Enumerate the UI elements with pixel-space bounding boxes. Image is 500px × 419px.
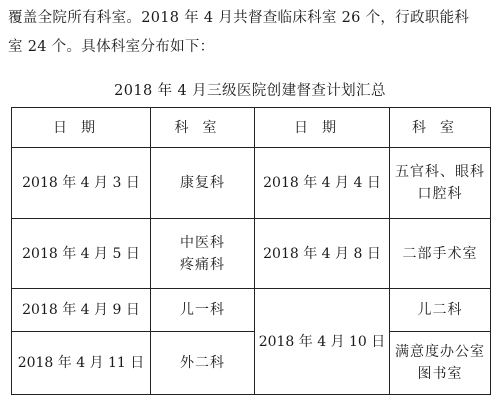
intro-paragraph xyxy=(8,4,496,62)
header-date-2: 日期 xyxy=(255,108,390,148)
date-cell-merged: 2018 年 4 月 10 日 xyxy=(255,289,390,395)
inspection-plan-table xyxy=(11,107,491,395)
table-row xyxy=(12,332,491,395)
intro-line-2: 室 24 个。具体科室分布如下： xyxy=(8,39,215,55)
department-line: 儿一科 xyxy=(180,302,225,318)
department-line: 图书室 xyxy=(417,366,463,382)
department-cell xyxy=(151,148,255,219)
date-cell: 2018 年 4 月 5 日 xyxy=(12,219,151,289)
header-date-1: 日期 xyxy=(12,108,151,148)
department-line: 五官科、眼科 xyxy=(395,164,485,180)
department-line: 满意度办公室 xyxy=(395,344,485,360)
department-line: 外二科 xyxy=(180,355,225,371)
department-cell xyxy=(390,332,491,395)
department-cell xyxy=(151,289,255,332)
date-cell: 2018 年 4 月 8 日 xyxy=(255,219,390,289)
table-row xyxy=(12,219,491,289)
department-cell xyxy=(390,148,491,219)
department-line: 二部手术室 xyxy=(402,245,478,262)
table-header-row xyxy=(12,108,491,148)
table-title: 2018 年 4 月三级医院创建督查计划汇总 xyxy=(114,83,386,99)
department-line: 儿二科 xyxy=(417,302,463,318)
department-cell xyxy=(390,289,491,332)
intro-line-1: 覆盖全院所有科室。2018 年 4 月共督查临床科室 26 个，行政职能科 xyxy=(8,10,470,26)
department-cell xyxy=(151,219,255,289)
header-department-2: 科室 xyxy=(390,108,491,148)
department-cell xyxy=(151,332,255,395)
department-line: 中医科 xyxy=(180,234,225,251)
table-row xyxy=(12,148,491,219)
header-department-1: 科室 xyxy=(151,108,255,148)
department-cell xyxy=(390,219,491,289)
department-line: 康复科 xyxy=(180,175,225,191)
date-cell: 2018 年 4 月 3 日 xyxy=(12,148,151,219)
department-line: 口腔科 xyxy=(417,186,463,202)
date-cell: 2018 年 4 月 9 日 xyxy=(12,289,151,332)
department-line: 疼痛科 xyxy=(180,256,225,273)
date-cell: 2018 年 4 月 4 日 xyxy=(255,148,390,219)
date-cell: 2018 年 4 月 11 日 xyxy=(12,332,151,395)
table-row xyxy=(12,289,491,332)
